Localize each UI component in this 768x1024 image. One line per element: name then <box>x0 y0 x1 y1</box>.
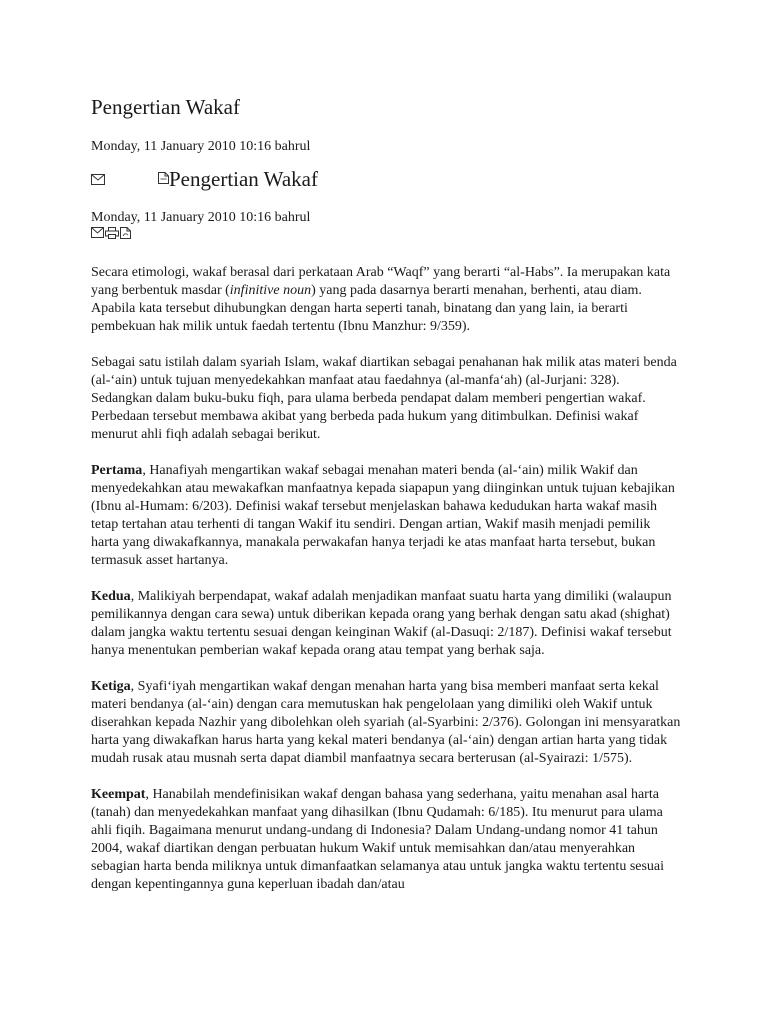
paragraph-keempat: Keempat, Hanabilah mendefinisikan wakaf dengan bahasa yang sederhana, yaitu menahan asal harta (tanah) dan menyedekahkan manfaat yang dihasilkan (Ibnu Qudamah: 6/185). Itu menurut para ulama ahli fiqih. Bagaimana menurut undang-undang di Indonesia? Dalam Undang-undang nomor 41 tahun 2004, wakaf diartikan dengan perbuatan hukum Wakif untuk memisahkan dan/atau menyerahkan sebagian harta benda miliknya untuk dimanfaatkan selamanya atau untuk jangka waktu tertentu sesuai dengan kepentingannya guna keperluan ibadah dan/atau <box>91 787 665 892</box>
envelope-icon[interactable] <box>91 174 105 185</box>
pdf-icon[interactable] <box>120 227 131 239</box>
article-header-repeat <box>91 165 691 195</box>
paragraph-lead: Pertama <box>91 463 143 478</box>
paragraph-ketiga: Ketiga, Syafi‘iyah mengartikan wakaf dengan menahan harta yang bisa memberi manfaat serta kekal materi bendanya (al-‘ain) dengan cara memutuskan hak pengelolaan yang dimiliki oleh Wakif untuk diserahkan kepada Nazhir yang dibolehkan oleh syariah (al-Syarbini: 2/376). Golongan ini mensyaratkan harta yang diwakafkan harus harta yang kekal materi bendanya (al-‘ain) dengan artian harta yang tidak mudah rusak atau musnah serta dapat diambil manfaatnya secara berterusan (al-Syairazi: 1/575). <box>91 679 681 766</box>
document-icon <box>158 172 169 184</box>
article-title-repeat: Pengertian Wakaf <box>169 167 318 191</box>
article-meta-repeat: Monday, 11 January 2010 10:16 bahrul <box>91 210 311 225</box>
paragraph-etimologi: Secara etimologi, wakaf berasal dari perkataan Arab “Waqf” yang berarti “al-Habs”. Ia merupakan kata yang berbentuk masdar (infinitive noun) yang pada dasarnya berarti menahan, berhenti, atau diam. Apabila kata tersebut dihubungkan dengan harta seperti tanah, binatang dan yang lain, ia berarti pembekuan hak milik untuk faedah tertentu (Ibnu Manzhur: 9/359). <box>91 265 671 334</box>
article-meta: Monday, 11 January 2010 10:16 bahrul <box>91 139 311 154</box>
printer-icon[interactable] <box>105 227 119 239</box>
italic-term: infinitive noun <box>229 283 312 298</box>
paragraph-pertama: Pertama, Hanafiyah mengartikan wakaf sebagai menahan materi benda (al-‘ain) milik Wakif dan menyedekahkan atau mewakafkan manfaatnya kepada siapapun yang diinginkan untuk tujuan kebajikan (Ibnu al-Humam: 6/203). Definisi wakaf tersebut menjelaskan bahawa kedudukan harta wakaf masih tetap tertahan atau terhenti di tangan Wakif itu sendiri. Dengan artian, Wakif masih menjadi pemilik harta yang diwakafkannya, manakala perwakafan hanya terjadi ke atas manfaat harta tersebut, bukan termasuk asset hartanya. <box>91 463 675 568</box>
paragraph-kedua: Kedua, Malikiyah berpendapat, wakaf adalah menjadikan manfaat suatu harta yang dimiliki (walaupun pemilikannya dengan cara sewa) untuk diberikan kepada orang yang berhak dengan satu akad (shighat) dalam jangka waktu tertentu sesuai dengan keinginan Wakif (al-Dasuqi: 2/187). Definisi wakaf tersebut hanya menentukan pemberian wakaf kepada orang atau tempat yang berhak saja. <box>91 589 672 658</box>
article-tools <box>91 227 151 241</box>
paragraph-lead: Ketiga <box>91 679 131 694</box>
paragraph-lead: Keempat <box>91 787 146 802</box>
email-icon[interactable] <box>91 227 104 238</box>
paragraph-istilah: Sebagai satu istilah dalam syariah Islam, wakaf diartikan sebagai penahanan hak milik atas materi benda (al-‘ain) untuk tujuan menyedekahkan manfaat atau faedahnya (al-manfa‘ah) (al-Jurjani: 328). Sedangkan dalam buku-buku fiqh, para ulama berbeda pendapat dalam memberi pengertian wakaf. Perbedaan tersebut membawa akibat yang berbeda pada hukum yang ditimbulkan. Definisi wakaf menurut ahli fiqh adalah sebagai berikut. <box>91 355 677 442</box>
article-title: Pengertian Wakaf <box>91 95 240 119</box>
article-body <box>91 264 681 912</box>
paragraph-lead: Kedua <box>91 589 131 604</box>
